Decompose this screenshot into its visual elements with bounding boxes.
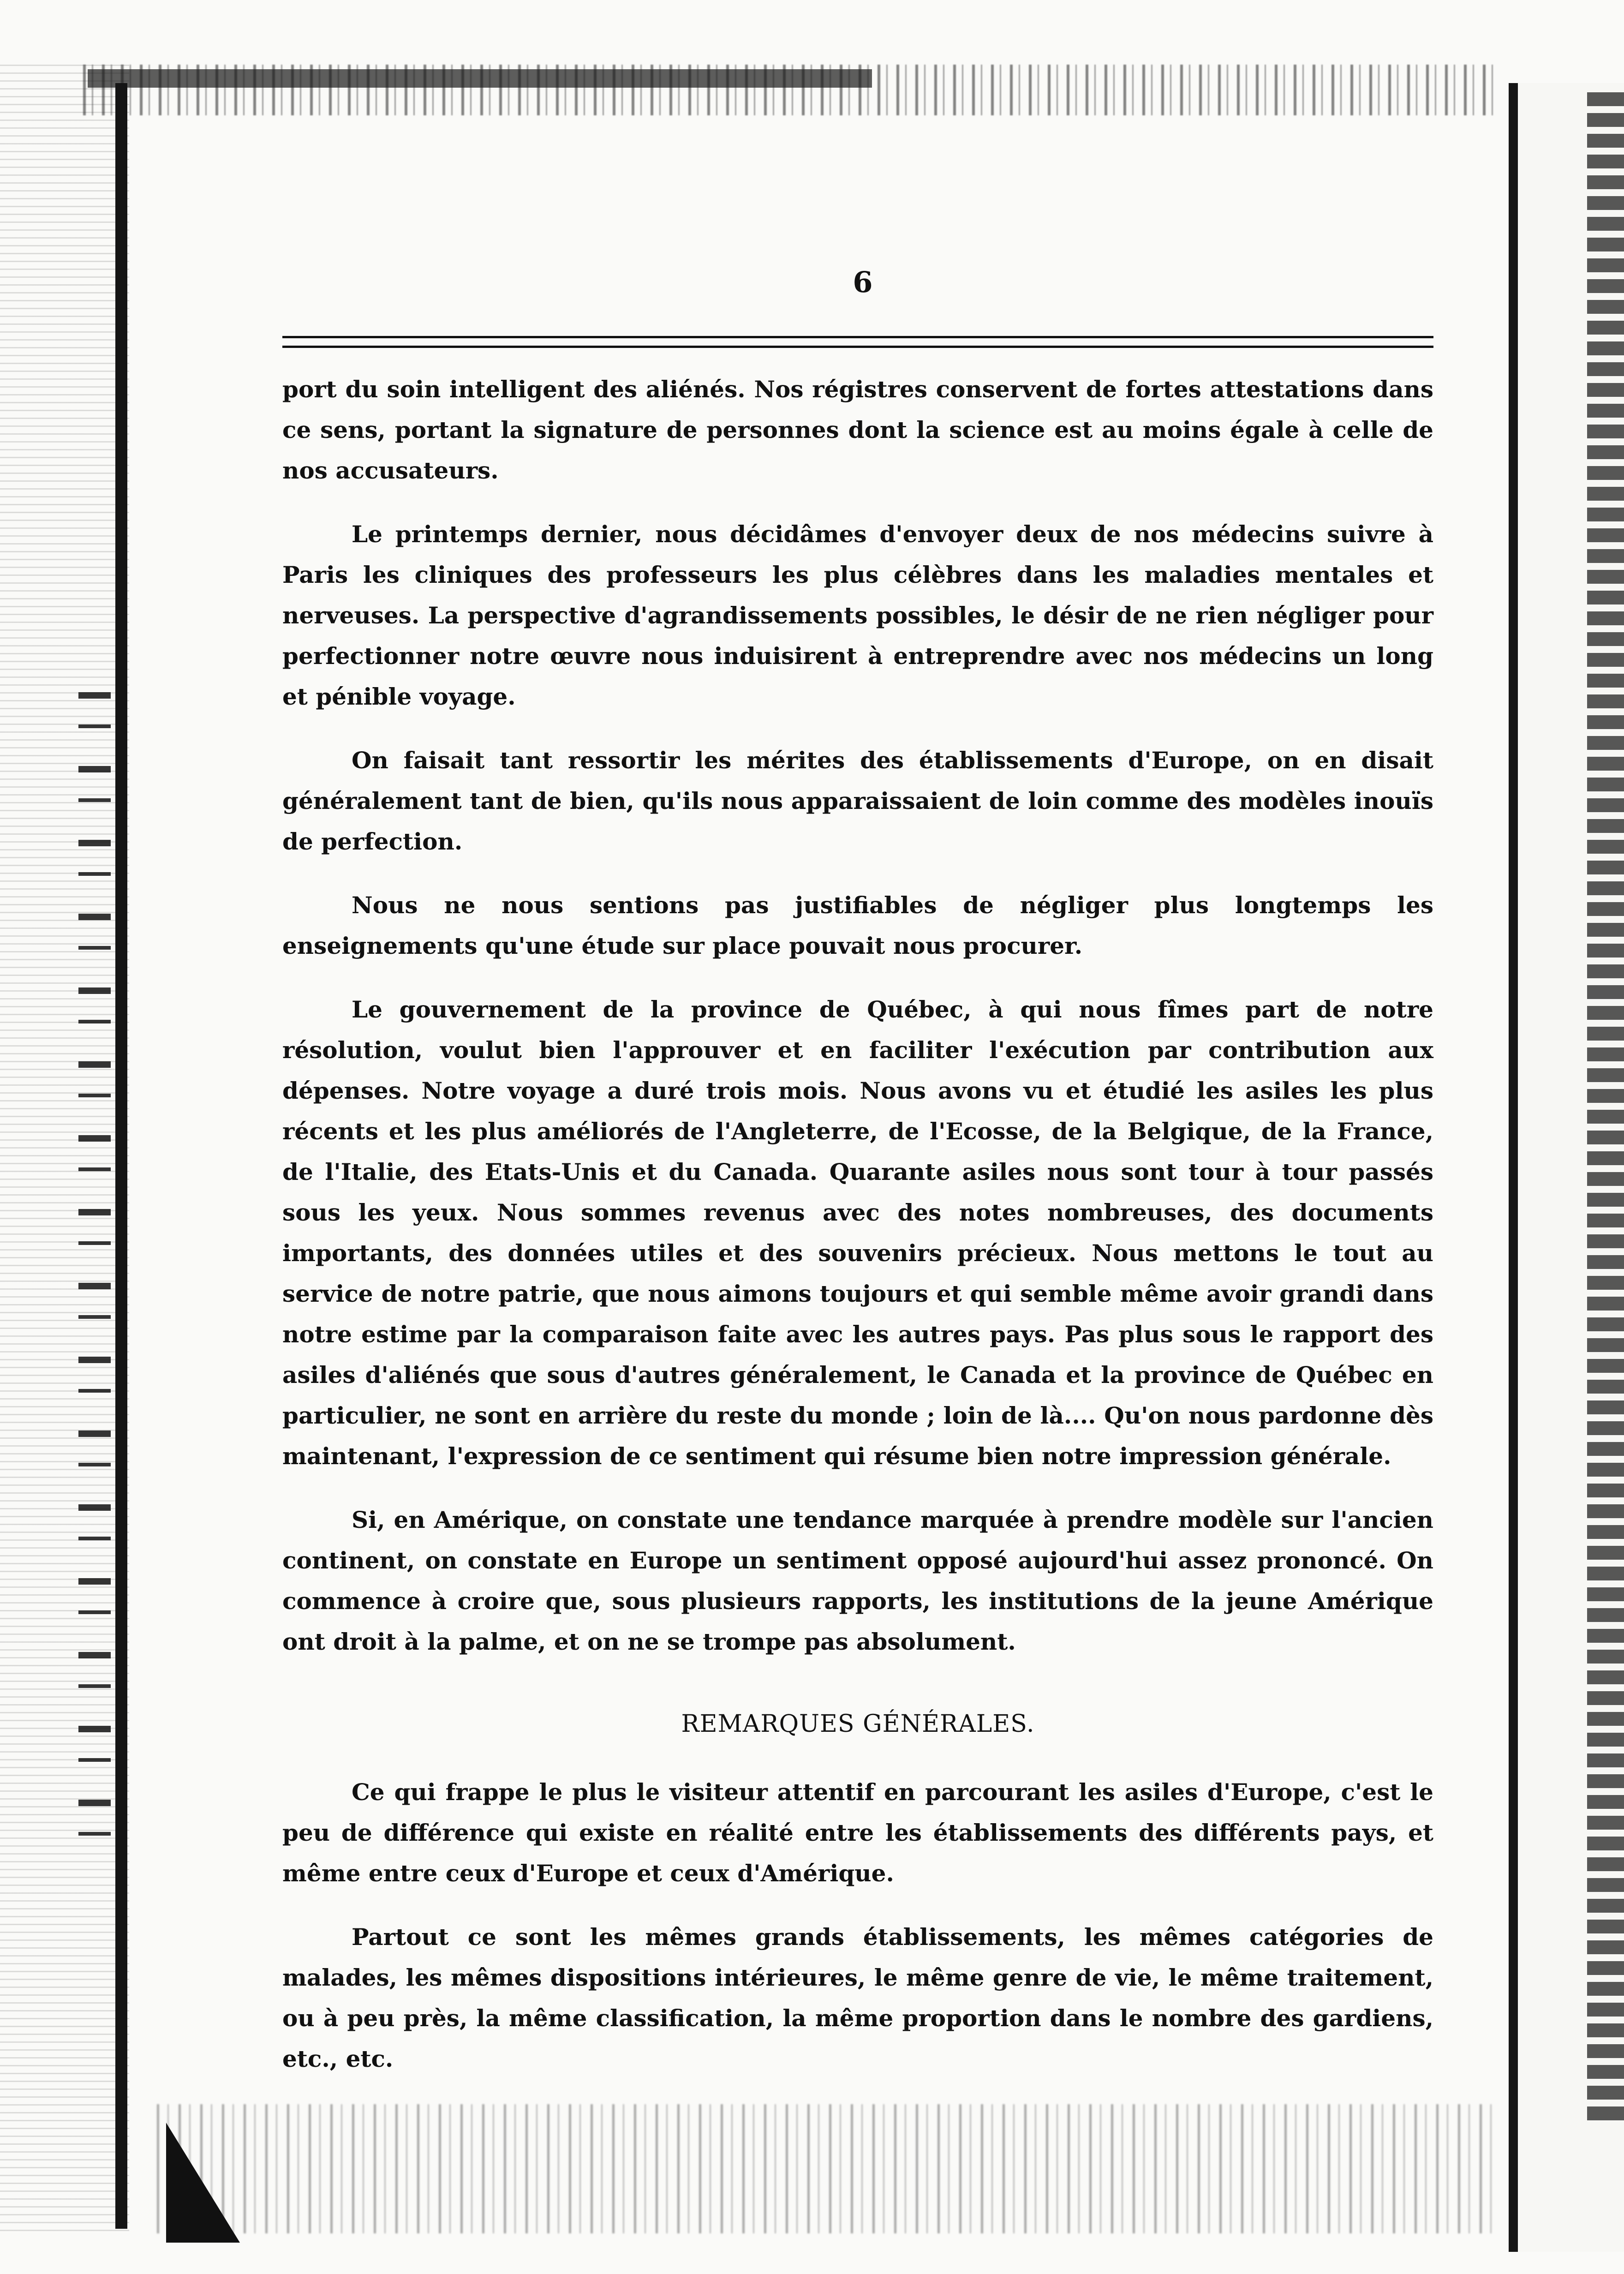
header-double-rule <box>282 336 1433 348</box>
scan-left-marks <box>78 692 111 1846</box>
section-heading: REMARQUES GÉNÉRALES. <box>681 1710 1035 1738</box>
paragraph: Le gouvernement de la province de Québec, à qui nous fîmes part de notre résolution, voulut bien l'approuver et en faciliter l'exécution par contribution aux dépenses. Notre voyage a duré trois mois. Nous avons vu et étudié les asiles les plus récents et les plus améliorés de l'Angleterre, de l'Ecosse, de la Belgique, de la France, de l'Italie, des Etats-Unis et du Canada. Quarante asiles nous sont tour à tour passés sous les yeux. Nous sommes revenus avec des notes nombreuses, des documents importants, des données utiles et des souvenirs précieux. Nous mettons le tout au service de notre patrie, que nous aimons toujours et qui semble même avoir grandi dans notre estime par la comparaison faite avec les autres pays. Pas plus sous le rapport des asiles d'aliénés que sous d'autres généralement, le Canada et la province de Québec en particulier, ne sont en arrière du reste du monde ; loin de là.... Qu'on nous pardonne dès maintenant, l'expression de ce sentiment qui résume bien notre impression générale. <box>282 996 1433 1470</box>
scan-bottom-noise <box>157 2104 1495 2233</box>
body-text <box>282 369 1433 2102</box>
paragraph: Nous ne nous sentions pas justifiables de négliger plus longtemps les enseignements qu'une étude sur place pouvait nous procurer. <box>282 892 1433 959</box>
page-gutter-line <box>1509 83 1518 2252</box>
paragraph: Ce qui frappe le plus le visiteur attentif en parcourant les asiles d'Europe, c'est le peu de différence qui existe en réalité entre les établissements des différents pays, et même entre ceux d'Europe et ceux d'Amérique. <box>282 1778 1433 1887</box>
paragraph: Le printemps dernier, nous décidâmes d'envoyer deux de nos médecins suivre à Paris les cliniques des professeurs les plus célèbres dans les maladies mentales et nerveuses. La perspective d'agrandissements possibles, le désir de ne rien négliger pour perfectionner notre œuvre nous induisirent à entreprendre avec nos médecins un long et pénible voyage. <box>282 521 1433 710</box>
page-number: 6 <box>853 265 873 299</box>
paragraph: port du soin intelligent des aliénés. Nos régistres conservent de fortes attestations dans ce sens, portant la signature de personnes dont la science est au moins égale à celle de nos accusateurs. <box>282 376 1433 484</box>
paragraph: Si, en Amérique, on constate une tendance marquée à prendre modèle sur l'ancien continent, on constate en Europe un sentiment opposé aujourd'hui assez prononcé. On commence à croire que, sous plusieurs rapports, les institutions de la jeune Amérique ont droit à la palme, et on ne se trompe pas absolument. <box>282 1506 1433 1655</box>
scan-left-binding-line <box>115 83 127 2229</box>
scan-corner-shadow <box>166 2123 240 2243</box>
scan-top-band <box>88 69 872 88</box>
paragraph: On faisait tant ressortir les mérites des établissements d'Europe, on en disait généralement tant de bien, qu'ils nous apparaissaient de loin comme des modèles inouïs de perfection. <box>282 747 1433 855</box>
paragraph: Partout ce sont les mêmes grands établissements, les mêmes catégories de malades, les mêmes dispositions intérieures, le même genre de vie, le même traitement, ou à peu près, la même classification, la même proportion dans le nombre des gardiens, etc., etc. <box>282 1923 1433 2072</box>
adjacent-page-stain <box>1587 92 1624 2123</box>
